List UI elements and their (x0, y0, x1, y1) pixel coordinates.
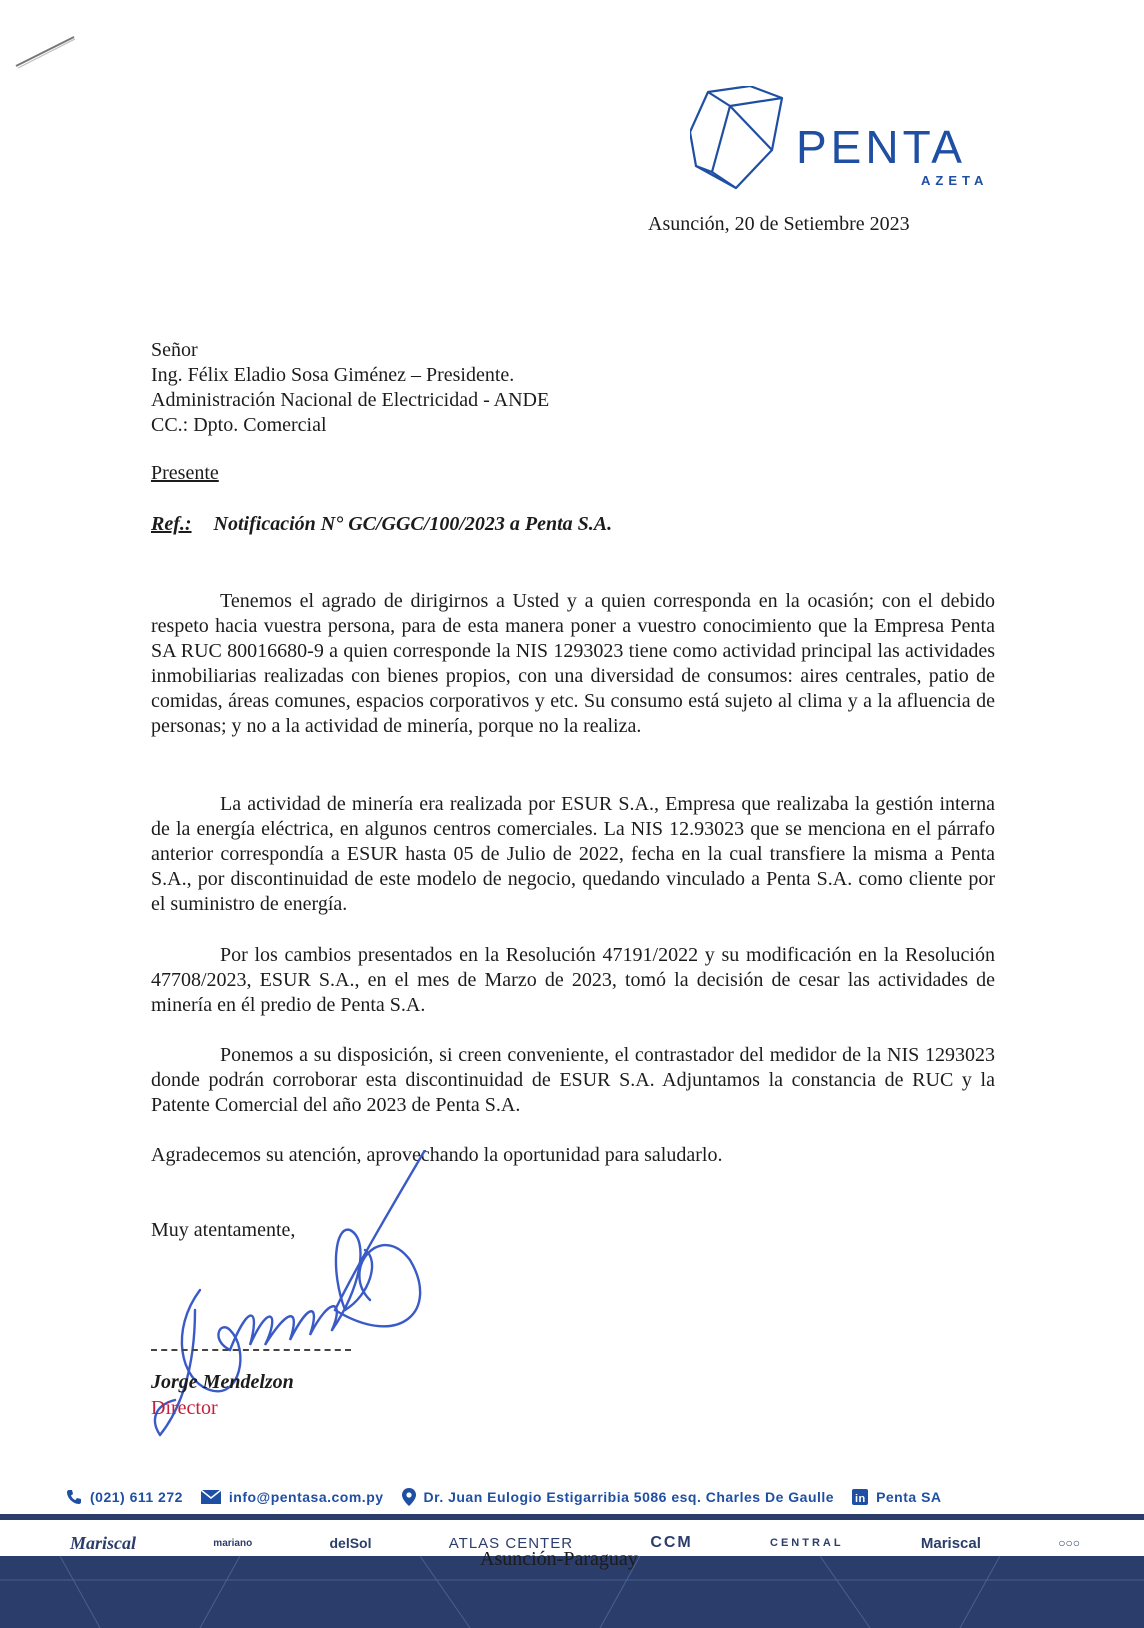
presente-label: Presente (151, 462, 219, 484)
pen-mark (14, 34, 78, 70)
closing-line: Agradecemos su atención, aprovechando la oportunidad para saludarlo. (151, 1144, 723, 1166)
linkedin-icon (852, 1489, 868, 1505)
reference-label: Ref.: (151, 513, 192, 535)
reference-text: Notificación N° GC/GGC/100/2023 a Penta S.A. (213, 513, 613, 535)
logo-subtitle: AZETA (921, 173, 989, 188)
phone-icon (66, 1489, 82, 1505)
reference-line (151, 513, 612, 536)
body-paragraph-4: Ponemos a su disposición, si creen conveniente, el contrastador del medidor de la NIS 1293023 donde podrán corroborar esta discontinuidad de ESUR S.A. Adjuntamos la constancia de RUC y la Patente Comercial del año 2023 de Penta S.A. (151, 1044, 995, 1116)
signer-name: Jorge Mendelzon (151, 1371, 294, 1393)
footer-address-text: Dr. Juan Eulogio Estigarribia 5086 esq. Charles De Gaulle (423, 1489, 835, 1505)
footer-linkedin (852, 1489, 941, 1505)
recipient-name: Ing. Félix Eladio Sosa Giménez – Presidente. (151, 364, 515, 386)
crystal-icon (690, 86, 786, 192)
body-paragraph-3: Por los cambios presentados en la Resolución 47191/2022 y su modificación en la Resolución 47708/2023, ESUR S.A., en el mes de Marzo de 2023, tomó la decisión de cesar las actividades de minería en él predio de Penta S.A. (151, 944, 995, 1016)
footer-phone-text: (021) 611 272 (90, 1489, 183, 1505)
brand-delsol: delSol (329, 1535, 372, 1551)
recipient-block (151, 338, 549, 438)
logo-wordmark: PENTA (796, 121, 966, 173)
brand-mariano: mariano (213, 1537, 253, 1549)
regards-line: Muy atentamente, (151, 1219, 296, 1241)
brand-logo-icon: ○○○ (1058, 1536, 1080, 1550)
recipient-cc: CC.: Dpto. Comercial (151, 414, 327, 436)
footer-address (402, 1488, 835, 1506)
body-paragraph-2: La actividad de minería era realizada por ESUR S.A., Empresa que realizaba la gestión interna de la energía eléctrica, en algunos centros comerciales. La NIS 12.93023 que se menciona en el párrafo anterior correspondía a ESUR hasta 05 de Julio de 2022, fecha en la cual transfiere la misma a Penta S.A., por discontinuidad de este modelo de negocio, quedando vinculado a Penta S.A. como cliente por el suministro de energía. (151, 793, 995, 915)
brand-mariscal-2: Mariscal (920, 1534, 981, 1552)
brand-mariscal: Mariscal (70, 1532, 137, 1553)
svg-text:in: in (855, 1493, 866, 1505)
footer-city: Asunción-Paraguay (480, 1548, 638, 1570)
location-pin-icon (402, 1488, 416, 1506)
footer-email (201, 1489, 384, 1505)
footer-phone (66, 1489, 183, 1505)
signer-role: Director (151, 1397, 218, 1419)
letter-date: Asunción, 20 de Setiembre 2023 (648, 213, 910, 235)
brand-central: CENTRAL (770, 1537, 844, 1549)
body-paragraph-1: Tenemos el agrado de dirigirnos a Usted y a quien corresponda en la ocasión; con el debido respeto hacia vuestra persona, para de esta manera poner a vuestro conocimiento que la Empresa Penta SA RUC 80016680-9 a quien corresponde la NIS 1293023 tiene como actividad principal las actividades inmobiliarias realizadas con bienes propios, con una diversidad de consumos: aires centrales, patio de comidas, áreas comunes, espacios corporativos y etc. Su consumo está sujeto al clima y a la afluencia de personas; y no a la actividad de minería, porque no la realiza. (151, 590, 995, 737)
recipient-salutation: Señor (151, 339, 198, 361)
footer-email-text: info@pentasa.com.py (228, 1489, 384, 1505)
recipient-organization: Administración Nacional de Electricidad - ANDE (151, 389, 550, 411)
mail-icon (201, 1490, 221, 1504)
footer-contacts (66, 1486, 1086, 1508)
footer-linkedin-text: Penta SA (876, 1489, 942, 1505)
signature-line (151, 1349, 351, 1351)
brand-atlas-center: ATLAS CENTER (448, 1534, 574, 1552)
brand-ccm: CCM (650, 1534, 693, 1551)
